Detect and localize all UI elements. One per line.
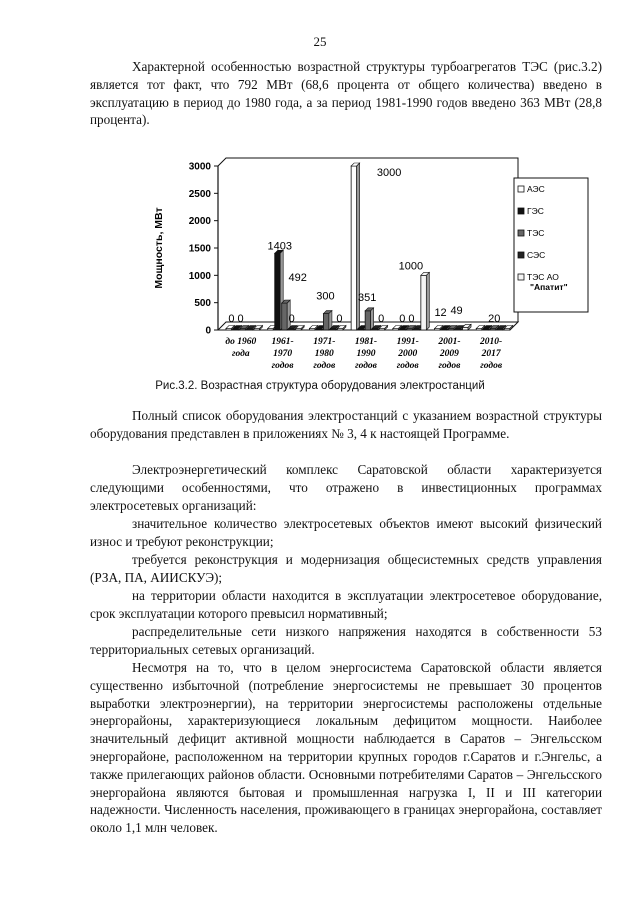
x-category-label: 1990 bbox=[356, 349, 376, 359]
x-category-label: 2000 bbox=[398, 349, 418, 359]
legend-swatch bbox=[518, 274, 524, 280]
bar-side bbox=[357, 163, 360, 330]
age-structure-chart bbox=[120, 148, 590, 388]
legend-label: АЭС bbox=[527, 184, 545, 194]
legend-label: СЭС bbox=[527, 250, 546, 260]
bar bbox=[282, 303, 288, 330]
x-category-label: 1970 bbox=[273, 349, 293, 359]
y-tick-label: 1000 bbox=[188, 270, 211, 282]
x-category-label: 1991- bbox=[396, 337, 419, 347]
x-category-label: годов bbox=[438, 361, 461, 371]
data-label: 300 bbox=[316, 290, 335, 303]
paragraph-list-reconstruction: требуется реконструкция и модернизация общесистемных средств управления (РЗА, ПА, АИИСКУЭ); bbox=[90, 552, 602, 585]
paragraph-intro: Характерной особенностью возрастной структуры турбоагрегатов ТЭС (рис.3.2) является тот факт, что 792 МВт (68,6 процента от общего количества) введено в эксплуатацию в период до 1980 года, а за период 1981-1990 годов введено 363 МВт (28,8 процента). bbox=[90, 59, 602, 128]
figure-caption: Рис.3.2. Возрастная структура оборудования электростанций bbox=[155, 380, 485, 392]
y-axis-label: Мощность, МВт bbox=[153, 207, 165, 289]
bar bbox=[463, 327, 469, 330]
paragraph-equipment-list: Полный список оборудования электростанций с указанием возрастной структуры оборудования представлен в приложениях № 3, 4 к настоящей Программе. bbox=[90, 408, 602, 441]
legend-label-cont: "Апатит" bbox=[530, 282, 568, 292]
bar bbox=[365, 311, 371, 330]
legend-swatch bbox=[518, 252, 524, 258]
legend-swatch bbox=[518, 230, 524, 236]
y-tick-label: 1500 bbox=[188, 243, 211, 255]
paragraph-list-networks: распределительные сети низкого напряжения находятся в собственности 53 территориальных сетевых организаций. bbox=[90, 624, 602, 657]
x-category-label: 1961- bbox=[271, 337, 294, 347]
x-category-label: 1980 bbox=[314, 349, 334, 359]
y-tick-label: 0 bbox=[205, 325, 211, 337]
paragraph-list-expired: на территории области находится в эксплуатации электросетевое оборудование, срок эксплуатации которого превысил нормативный; bbox=[90, 588, 602, 621]
data-label: 12 bbox=[434, 307, 447, 319]
x-category-label: 1971- bbox=[313, 337, 336, 347]
data-label: 0 0 bbox=[399, 313, 415, 325]
x-category-label: 2009 bbox=[439, 349, 459, 359]
data-label: 3000 bbox=[376, 167, 402, 179]
data-label: 0 0 bbox=[228, 313, 244, 325]
x-category-label: годов bbox=[271, 361, 294, 371]
chart-layer bbox=[153, 158, 588, 371]
x-category-label: годов bbox=[480, 361, 503, 371]
data-label: 1403 bbox=[267, 240, 292, 253]
bar bbox=[275, 253, 281, 330]
legend-label: ГЭС bbox=[527, 206, 544, 216]
y-tick-label: 2000 bbox=[188, 216, 211, 228]
bar-side bbox=[371, 308, 374, 330]
data-label: 0 bbox=[336, 313, 343, 325]
legend-swatch bbox=[518, 186, 524, 192]
legend-label: ТЭС АО bbox=[527, 272, 559, 282]
x-category-label: 2001- bbox=[438, 337, 461, 347]
bar bbox=[323, 314, 329, 330]
bar bbox=[351, 166, 357, 330]
x-category-label: годов bbox=[355, 361, 377, 371]
x-category-label: года bbox=[232, 349, 250, 359]
data-label: 492 bbox=[288, 272, 307, 285]
data-label: 20 bbox=[488, 313, 501, 325]
data-label: 351 bbox=[357, 291, 377, 304]
x-category-label: до 1960 bbox=[225, 337, 257, 347]
paragraph-list-wear: значительное количество электросетевых объектов имеют высокий физический износ и требуют реконструкции; bbox=[90, 516, 602, 549]
y-tick-label: 2500 bbox=[188, 188, 211, 200]
data-label: 49 bbox=[450, 305, 463, 317]
x-category-label: 1981- bbox=[354, 337, 378, 347]
x-category-label: годов bbox=[396, 361, 419, 371]
data-label: 0 bbox=[378, 313, 385, 325]
page-number: 25 bbox=[313, 34, 327, 49]
paragraph-complex-features: Электроэнергетический комплекс Саратовской области характеризуется следующими особенностями, что отражено в инвестиционных программах электросетевых организаций: bbox=[90, 462, 602, 513]
y-tick-label: 500 bbox=[194, 298, 211, 310]
x-category-label: 2017 bbox=[481, 349, 501, 359]
data-label: 1000 bbox=[398, 260, 424, 273]
y-tick-label: 3000 bbox=[188, 161, 211, 173]
bar-side bbox=[426, 272, 429, 330]
x-category-label: 2010- bbox=[480, 337, 503, 347]
paragraph-deficit: Несмотря на то, что в целом энергосистема Саратовской области является существенно избыточной (потребление энергосистемы не превышает 30 процентов выработки электроэнергии), на территории энергосистемы расположены отдельные энергорайоны, характеризующиеся локальным дефицитом мощности. Наиболее значительный дефицит активной мощности наблюдается в Саратов – Энгельсском энергорайоне, расположенном на территории крупных городов г.Саратов и г.Энгельс, а также прилегающих районов области. Основными потребителями Саратов – Энгельсского энергорайона являются бытовая и промышленная нагрузка I, II и III категории надежности. Численность населения, проживающего в границах энергорайона, составляет около 1,1 млн человек. bbox=[90, 660, 602, 836]
legend-swatch bbox=[518, 208, 524, 214]
bar bbox=[421, 275, 427, 330]
x-category-label: годов bbox=[313, 361, 336, 371]
legend-label: ТЭС bbox=[527, 228, 545, 238]
chart-svg bbox=[120, 148, 590, 388]
data-label: 0 bbox=[288, 313, 295, 325]
